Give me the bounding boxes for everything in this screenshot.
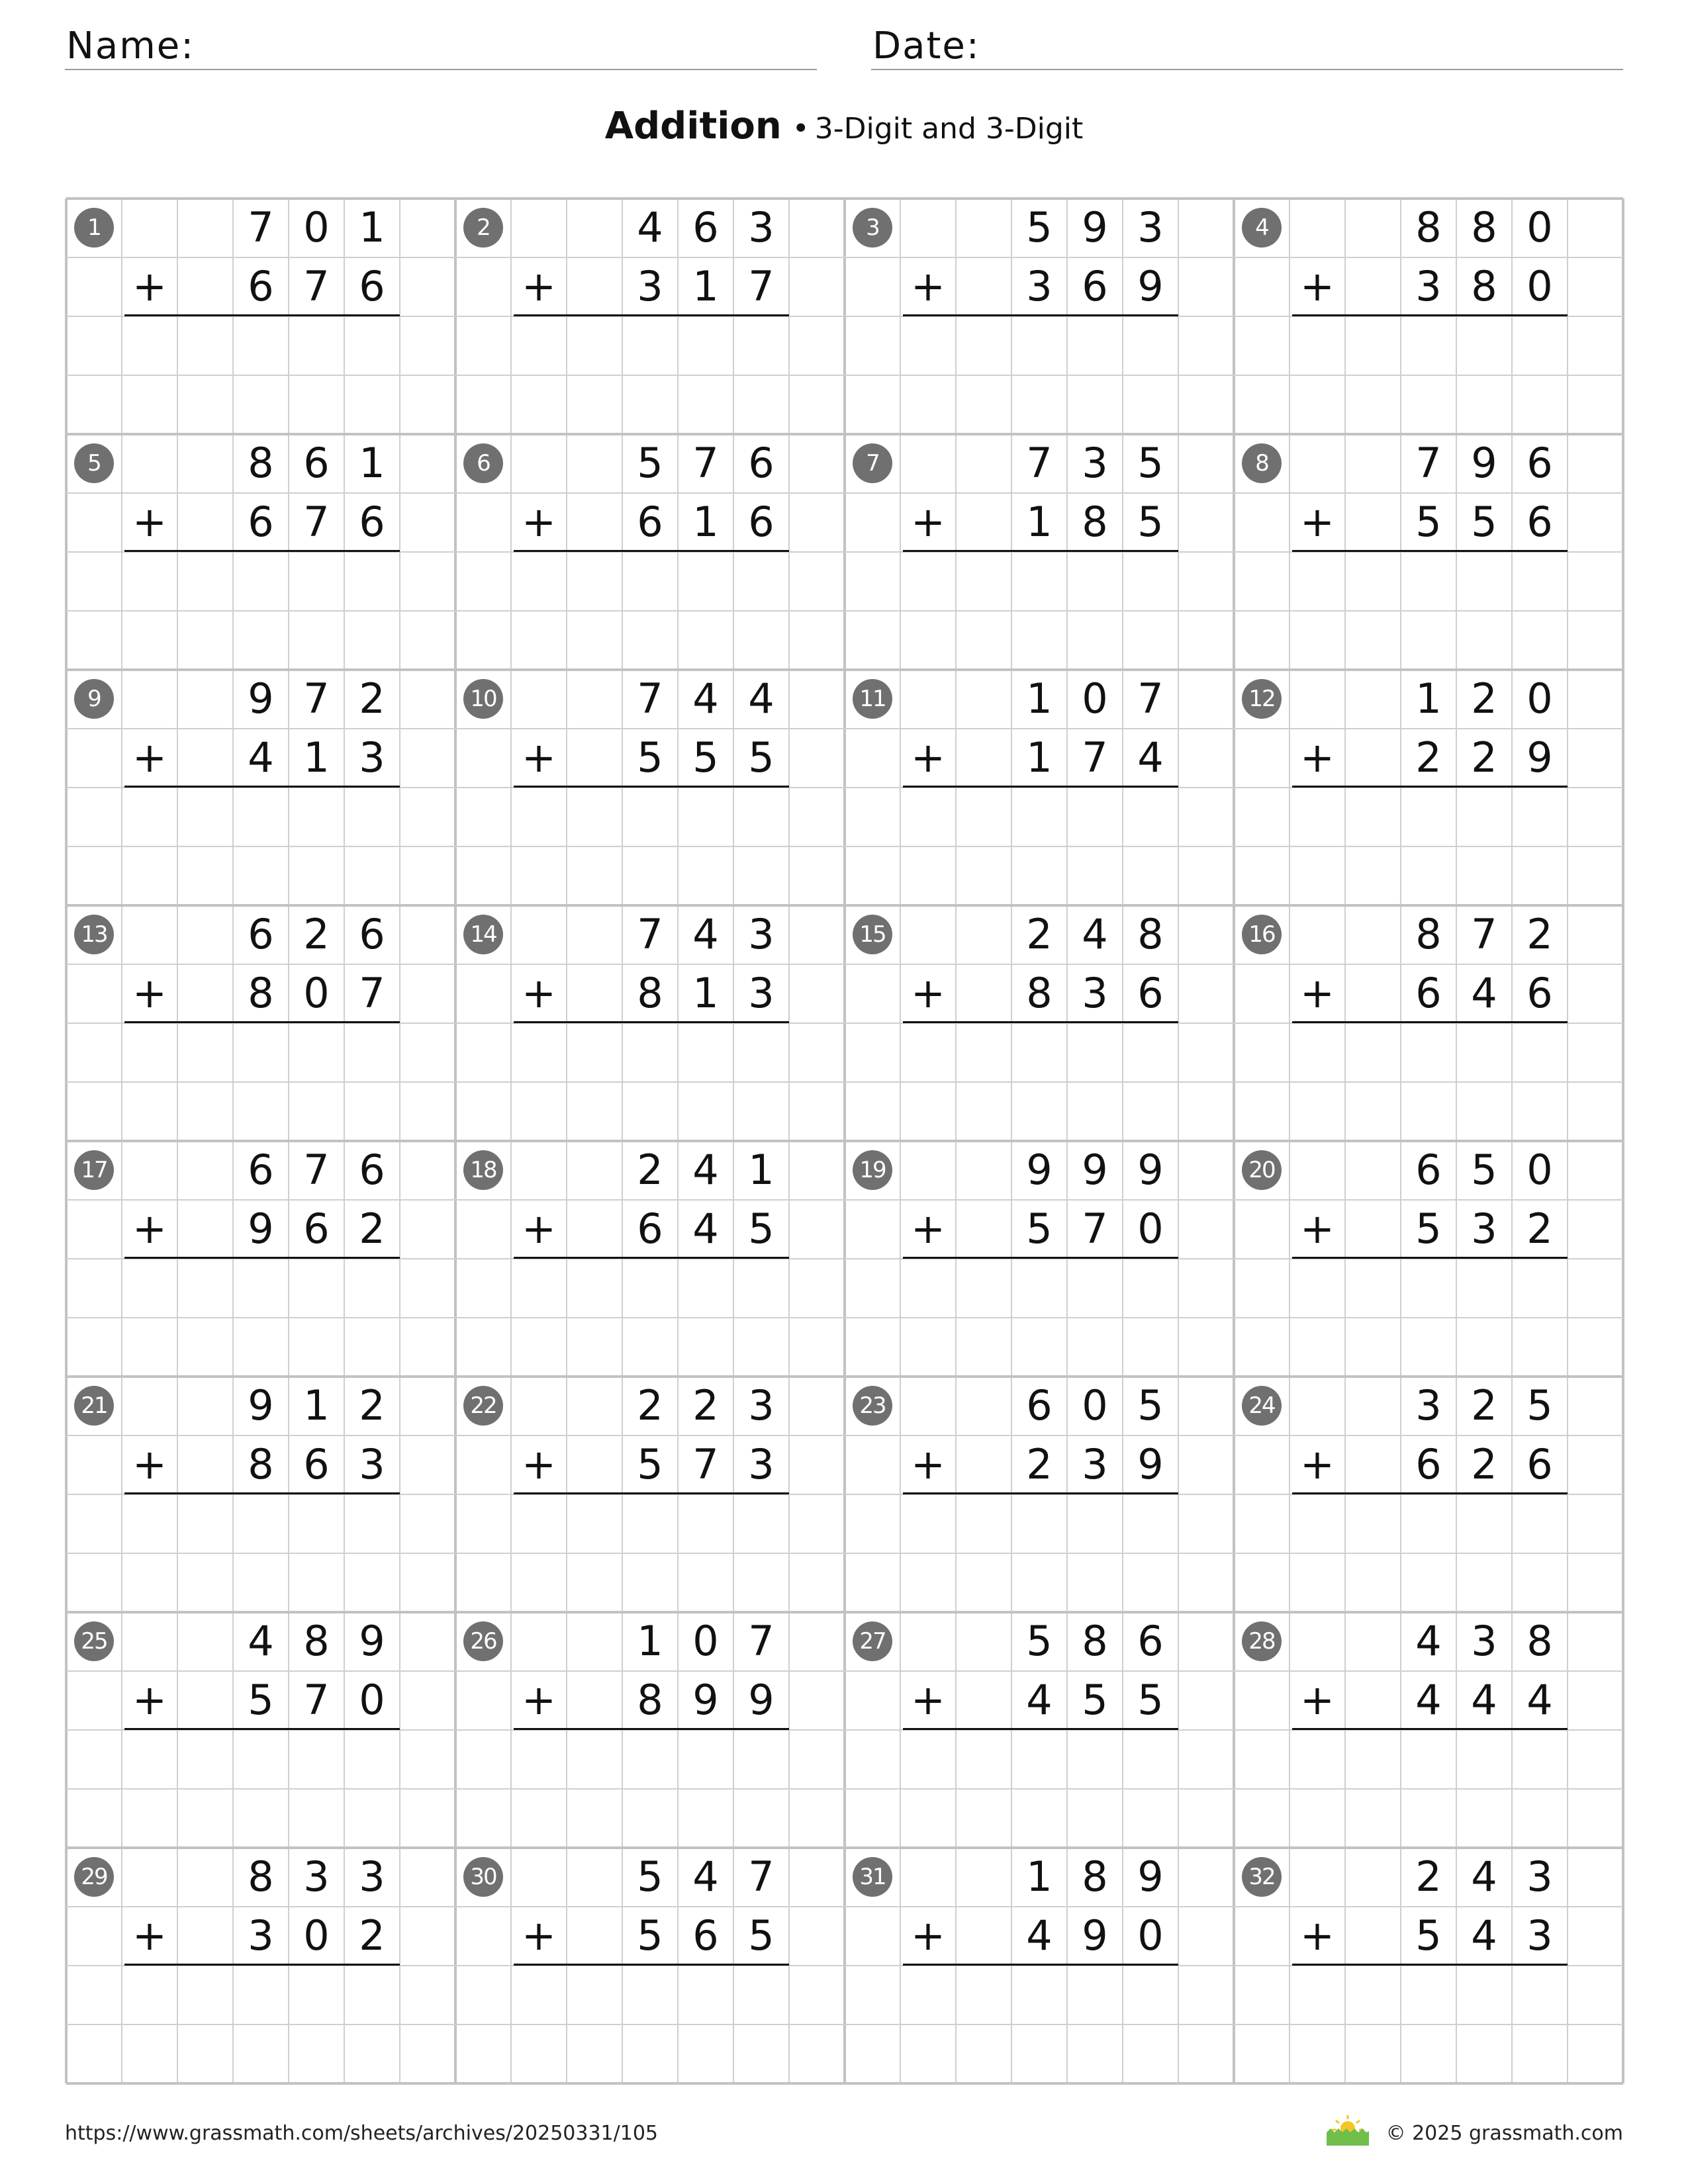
problem-number-badge: 17: [74, 1150, 114, 1190]
bottom-digit: 8: [248, 1440, 274, 1488]
top-digit: 4: [748, 674, 774, 723]
bottom-digit: 6: [1082, 262, 1108, 310]
bottom-digit: 3: [1471, 1205, 1497, 1253]
answer-area[interactable]: [900, 1966, 1178, 2083]
answer-area[interactable]: [1289, 1023, 1568, 1141]
top-digit: 9: [1471, 439, 1497, 487]
bottom-digit: 4: [1471, 1676, 1497, 1724]
top-digit: 3: [1137, 203, 1164, 251]
bottom-digit: 3: [637, 262, 663, 310]
bottom-digit: 1: [1026, 498, 1053, 546]
top-digit: 9: [1137, 1852, 1164, 1901]
plus-sign: +: [132, 498, 167, 546]
answer-area[interactable]: [900, 1259, 1178, 1377]
bottom-digit: 6: [303, 1440, 330, 1488]
top-digit: 9: [359, 1617, 385, 1665]
top-digit: 7: [637, 674, 663, 723]
bottom-digit: 0: [359, 1676, 385, 1724]
problem-number-badge: 2: [463, 208, 503, 248]
plus-sign: +: [1300, 1676, 1335, 1724]
answer-area[interactable]: [122, 1494, 400, 1612]
bottom-digit: 5: [1415, 498, 1442, 546]
plus-sign: +: [1300, 498, 1335, 546]
bottom-digit: 3: [1082, 1440, 1108, 1488]
top-digit: 5: [1526, 1381, 1553, 1430]
plus-sign: +: [522, 262, 556, 310]
problem-number-badge: 32: [1242, 1857, 1282, 1897]
title-subtitle: 3-Digit and 3-Digit: [814, 112, 1084, 146]
plus-sign: +: [522, 1440, 556, 1488]
bottom-digit: 6: [248, 498, 274, 546]
bottom-digit: 7: [359, 969, 385, 1017]
plus-sign: +: [132, 1676, 167, 1724]
top-digit: 1: [359, 439, 385, 487]
bottom-digit: 3: [1082, 969, 1108, 1017]
top-digit: 7: [637, 910, 663, 958]
bottom-digit: 5: [1137, 1676, 1164, 1724]
top-digit: 4: [248, 1617, 274, 1665]
bottom-digit: 9: [1082, 1911, 1108, 1960]
top-digit: 4: [692, 1852, 719, 1901]
top-digit: 4: [1471, 1852, 1497, 1901]
top-digit: 7: [1026, 439, 1053, 487]
bottom-digit: 8: [1082, 498, 1108, 546]
bottom-digit: 0: [1137, 1911, 1164, 1960]
top-digit: 5: [1137, 439, 1164, 487]
bottom-digit: 3: [359, 733, 385, 782]
top-digit: 2: [1026, 910, 1053, 958]
problem-number-badge: 10: [463, 679, 503, 719]
problem-number-badge: 14: [463, 915, 503, 954]
top-digit: 0: [1082, 1381, 1108, 1430]
sun-over-grass-icon: [1324, 2113, 1372, 2147]
problem-number-badge: 21: [74, 1386, 114, 1426]
top-digit: 6: [1415, 1146, 1442, 1194]
bottom-digit: 6: [248, 262, 274, 310]
top-digit: 7: [248, 203, 274, 251]
bottom-digit: 3: [1415, 262, 1442, 310]
top-digit: 9: [248, 1381, 274, 1430]
top-digit: 0: [1526, 674, 1553, 723]
problem-number-badge: 27: [853, 1621, 892, 1661]
problem-number-badge: 19: [853, 1150, 892, 1190]
bottom-digit: 1: [303, 733, 330, 782]
answer-area[interactable]: [511, 788, 789, 905]
top-digit: 4: [692, 910, 719, 958]
bottom-digit: 5: [1415, 1911, 1442, 1960]
answer-area[interactable]: [900, 1494, 1178, 1612]
plus-sign: +: [911, 1676, 945, 1724]
top-digit: 6: [692, 203, 719, 251]
bottom-digit: 5: [1471, 498, 1497, 546]
plus-sign: +: [132, 1205, 167, 1253]
answer-area[interactable]: [900, 1023, 1178, 1141]
top-digit: 2: [637, 1381, 663, 1430]
problem-number-badge: 18: [463, 1150, 503, 1190]
top-digit: 6: [248, 1146, 274, 1194]
answer-area[interactable]: [511, 1259, 789, 1377]
top-digit: 2: [303, 910, 330, 958]
problem-number-badge: 12: [1242, 679, 1282, 719]
top-digit: 8: [303, 1617, 330, 1665]
top-digit: 3: [303, 1852, 330, 1901]
top-digit: 8: [248, 439, 274, 487]
problem-number-badge: 1: [74, 208, 114, 248]
top-digit: 7: [692, 439, 719, 487]
bottom-digit: 2: [1471, 1440, 1497, 1488]
plus-sign: +: [132, 969, 167, 1017]
answer-area[interactable]: [122, 552, 400, 670]
plus-sign: +: [1300, 969, 1335, 1017]
bottom-digit: 2: [1026, 1440, 1053, 1488]
answer-area[interactable]: [1289, 1966, 1568, 2083]
answer-area[interactable]: [1289, 316, 1568, 434]
title-main: Addition: [604, 105, 782, 148]
problem-number-badge: 13: [74, 915, 114, 954]
top-digit: 7: [303, 674, 330, 723]
bottom-digit: 5: [1082, 1676, 1108, 1724]
problem-number-badge: 31: [853, 1857, 892, 1897]
answer-area[interactable]: [511, 316, 789, 434]
bottom-digit: 4: [1526, 1676, 1553, 1724]
bottom-digit: 2: [1471, 733, 1497, 782]
plus-sign: +: [132, 262, 167, 310]
top-digit: 2: [359, 1381, 385, 1430]
answer-area[interactable]: [1289, 788, 1568, 905]
top-digit: 9: [1082, 1146, 1108, 1194]
problem-number-badge: 15: [853, 915, 892, 954]
top-digit: 1: [748, 1146, 774, 1194]
bottom-digit: 5: [248, 1676, 274, 1724]
bottom-digit: 8: [248, 969, 274, 1017]
title-separator: •: [792, 112, 810, 146]
problem-number-badge: 24: [1242, 1386, 1282, 1426]
bottom-digit: 2: [1415, 733, 1442, 782]
top-digit: 8: [248, 1852, 274, 1901]
footer-copyright: © 2025 grassmath.com: [1385, 2122, 1623, 2145]
bottom-digit: 6: [748, 498, 774, 546]
bottom-digit: 1: [692, 969, 719, 1017]
bottom-digit: 5: [637, 1440, 663, 1488]
top-digit: 6: [303, 439, 330, 487]
bottom-digit: 5: [748, 1205, 774, 1253]
plus-sign: +: [911, 733, 945, 782]
bottom-digit: 9: [692, 1676, 719, 1724]
answer-area[interactable]: [511, 1966, 789, 2083]
top-digit: 3: [1526, 1852, 1553, 1901]
top-digit: 0: [303, 203, 330, 251]
problem-number-badge: 7: [853, 443, 892, 483]
bottom-digit: 9: [248, 1205, 274, 1253]
problem-number-badge: 26: [463, 1621, 503, 1661]
bottom-digit: 9: [1137, 262, 1164, 310]
top-digit: 4: [692, 674, 719, 723]
top-digit: 6: [748, 439, 774, 487]
answer-area[interactable]: [122, 1730, 400, 1848]
bottom-digit: 5: [637, 1911, 663, 1960]
top-digit: 5: [637, 439, 663, 487]
bottom-digit: 6: [1526, 498, 1553, 546]
problem-number-badge: 8: [1242, 443, 1282, 483]
top-digit: 3: [1415, 1381, 1442, 1430]
plus-sign: +: [911, 262, 945, 310]
problem-number-badge: 9: [74, 679, 114, 719]
answer-area[interactable]: [122, 1259, 400, 1377]
bottom-digit: 7: [303, 1676, 330, 1724]
answer-area[interactable]: [511, 1730, 789, 1848]
plus-sign: +: [1300, 1205, 1335, 1253]
top-digit: 9: [248, 674, 274, 723]
plus-sign: +: [911, 1911, 945, 1960]
answer-area[interactable]: [1289, 552, 1568, 670]
problem-number-badge: 20: [1242, 1150, 1282, 1190]
bottom-digit: 9: [1526, 733, 1553, 782]
top-digit: 8: [1471, 203, 1497, 251]
top-digit: 7: [748, 1617, 774, 1665]
top-digit: 4: [1082, 910, 1108, 958]
top-digit: 9: [1137, 1146, 1164, 1194]
answer-area[interactable]: [122, 316, 400, 434]
answer-area[interactable]: [1289, 1259, 1568, 1377]
top-digit: 6: [359, 910, 385, 958]
top-digit: 7: [748, 1852, 774, 1901]
top-digit: 2: [692, 1381, 719, 1430]
top-digit: 0: [692, 1617, 719, 1665]
top-digit: 3: [748, 1381, 774, 1430]
bottom-digit: 8: [1471, 262, 1497, 310]
top-digit: 3: [748, 910, 774, 958]
answer-area[interactable]: [511, 552, 789, 670]
problem-number-badge: 22: [463, 1386, 503, 1426]
bottom-digit: 8: [637, 969, 663, 1017]
bottom-digit: 5: [748, 1911, 774, 1960]
top-digit: 6: [248, 910, 274, 958]
plus-sign: +: [1300, 733, 1335, 782]
plus-sign: +: [522, 1911, 556, 1960]
problem-number-badge: 6: [463, 443, 503, 483]
top-digit: 5: [1026, 203, 1053, 251]
top-digit: 1: [303, 1381, 330, 1430]
plus-sign: +: [1300, 262, 1335, 310]
plus-sign: +: [522, 1205, 556, 1253]
top-digit: 3: [1471, 1617, 1497, 1665]
bottom-digit: 7: [1082, 1205, 1108, 1253]
top-digit: 4: [692, 1146, 719, 1194]
bottom-digit: 6: [303, 1205, 330, 1253]
bottom-digit: 7: [303, 498, 330, 546]
bottom-digit: 2: [1526, 1205, 1553, 1253]
top-digit: 0: [1526, 203, 1553, 251]
plus-sign: +: [522, 969, 556, 1017]
bottom-digit: 9: [748, 1676, 774, 1724]
problem-number-badge: 3: [853, 208, 892, 248]
top-digit: 4: [1415, 1617, 1442, 1665]
top-digit: 6: [1026, 1381, 1053, 1430]
bottom-digit: 6: [1526, 969, 1553, 1017]
answer-area[interactable]: [122, 1966, 400, 2083]
top-digit: 2: [1415, 1852, 1442, 1901]
bottom-digit: 5: [637, 733, 663, 782]
top-digit: 8: [1415, 203, 1442, 251]
bottom-digit: 7: [303, 262, 330, 310]
top-digit: 9: [1082, 203, 1108, 251]
problem-number-badge: 28: [1242, 1621, 1282, 1661]
bottom-digit: 4: [1471, 1911, 1497, 1960]
bottom-digit: 3: [748, 1440, 774, 1488]
bottom-digit: 6: [1137, 969, 1164, 1017]
date-label: Date:: [872, 24, 980, 68]
top-digit: 1: [637, 1617, 663, 1665]
bottom-digit: 4: [248, 733, 274, 782]
top-digit: 8: [1082, 1852, 1108, 1901]
top-digit: 2: [359, 674, 385, 723]
plus-sign: +: [1300, 1440, 1335, 1488]
top-digit: 2: [1526, 910, 1553, 958]
top-digit: 6: [1137, 1617, 1164, 1665]
answer-area[interactable]: [1289, 1730, 1568, 1848]
bottom-digit: 5: [1415, 1205, 1442, 1253]
bottom-digit: 0: [303, 969, 330, 1017]
top-digit: 8: [1415, 910, 1442, 958]
bottom-digit: 8: [1026, 969, 1053, 1017]
bottom-digit: 0: [303, 1911, 330, 1960]
top-digit: 1: [1415, 674, 1442, 723]
bottom-digit: 3: [748, 969, 774, 1017]
bottom-digit: 0: [1137, 1205, 1164, 1253]
plus-sign: +: [132, 733, 167, 782]
bottom-digit: 3: [1526, 1911, 1553, 1960]
plus-sign: +: [911, 1440, 945, 1488]
top-digit: 5: [1471, 1146, 1497, 1194]
top-digit: 8: [1137, 910, 1164, 958]
bottom-digit: 4: [1026, 1911, 1053, 1960]
top-digit: 5: [1026, 1617, 1053, 1665]
plus-sign: +: [1300, 1911, 1335, 1960]
answer-area[interactable]: [1289, 1494, 1568, 1612]
top-digit: 7: [1415, 439, 1442, 487]
answer-area[interactable]: [900, 316, 1178, 434]
bottom-digit: 4: [692, 1205, 719, 1253]
answer-area[interactable]: [900, 552, 1178, 670]
top-digit: 2: [637, 1146, 663, 1194]
top-digit: 3: [748, 203, 774, 251]
bottom-digit: 5: [1137, 498, 1164, 546]
top-digit: 5: [637, 1852, 663, 1901]
name-label: Name:: [66, 24, 195, 68]
bottom-digit: 4: [1471, 969, 1497, 1017]
plus-sign: +: [911, 498, 945, 546]
problem-number-badge: 23: [853, 1386, 892, 1426]
answer-area[interactable]: [900, 788, 1178, 905]
answer-area[interactable]: [900, 1730, 1178, 1848]
problem-number-badge: 11: [853, 679, 892, 719]
answer-area[interactable]: [122, 1023, 400, 1141]
bottom-digit: 4: [1137, 733, 1164, 782]
top-digit: 2: [1471, 674, 1497, 723]
bottom-digit: 9: [1137, 1440, 1164, 1488]
top-digit: 6: [359, 1146, 385, 1194]
problem-number-badge: 4: [1242, 208, 1282, 248]
bottom-digit: 8: [637, 1676, 663, 1724]
bottom-digit: 7: [1082, 733, 1108, 782]
bottom-digit: 7: [748, 262, 774, 310]
problem-number-badge: 16: [1242, 915, 1282, 954]
plus-sign: +: [132, 1911, 167, 1960]
bottom-digit: 6: [359, 262, 385, 310]
bottom-digit: 6: [692, 1911, 719, 1960]
bottom-digit: 4: [1415, 1676, 1442, 1724]
top-digit: 0: [1082, 674, 1108, 723]
bottom-digit: 1: [692, 262, 719, 310]
top-digit: 7: [1471, 910, 1497, 958]
bottom-digit: 6: [1526, 1440, 1553, 1488]
top-digit: 8: [1526, 1617, 1553, 1665]
bottom-digit: 4: [1026, 1676, 1053, 1724]
answer-area[interactable]: [511, 1494, 789, 1612]
problem-number-badge: 5: [74, 443, 114, 483]
plus-sign: +: [522, 498, 556, 546]
top-digit: 3: [1082, 439, 1108, 487]
bottom-digit: 6: [637, 1205, 663, 1253]
top-digit: 1: [1026, 674, 1053, 723]
bottom-digit: 0: [1526, 262, 1553, 310]
bottom-digit: 6: [359, 498, 385, 546]
plus-sign: +: [522, 733, 556, 782]
bottom-digit: 6: [1415, 1440, 1442, 1488]
top-digit: 3: [359, 1852, 385, 1901]
problem-number-badge: 29: [74, 1857, 114, 1897]
plus-sign: +: [522, 1676, 556, 1724]
answer-area[interactable]: [122, 788, 400, 905]
top-digit: 6: [1526, 439, 1553, 487]
plus-sign: +: [911, 1205, 945, 1253]
top-digit: 7: [1137, 674, 1164, 723]
top-digit: 1: [1026, 1852, 1053, 1901]
bottom-digit: 5: [1026, 1205, 1053, 1253]
top-digit: 1: [359, 203, 385, 251]
answer-area[interactable]: [511, 1023, 789, 1141]
bottom-digit: 2: [359, 1205, 385, 1253]
bottom-digit: 6: [1415, 969, 1442, 1017]
bottom-digit: 5: [748, 733, 774, 782]
bottom-digit: 3: [248, 1911, 274, 1960]
top-digit: 0: [1526, 1146, 1553, 1194]
bottom-digit: 3: [1026, 262, 1053, 310]
top-digit: 7: [303, 1146, 330, 1194]
problem-number-badge: 30: [463, 1857, 503, 1897]
bottom-digit: 3: [359, 1440, 385, 1488]
plus-sign: +: [132, 1440, 167, 1488]
top-digit: 8: [1082, 1617, 1108, 1665]
top-digit: 4: [637, 203, 663, 251]
bottom-digit: 7: [692, 1440, 719, 1488]
top-digit: 2: [1471, 1381, 1497, 1430]
top-digit: 9: [1026, 1146, 1053, 1194]
top-digit: 5: [1137, 1381, 1164, 1430]
bottom-digit: 1: [692, 498, 719, 546]
plus-sign: +: [911, 969, 945, 1017]
bottom-digit: 1: [1026, 733, 1053, 782]
bottom-digit: 5: [692, 733, 719, 782]
problem-number-badge: 25: [74, 1621, 114, 1661]
bottom-digit: 2: [359, 1911, 385, 1960]
bottom-digit: 6: [637, 498, 663, 546]
footer-url: https://www.grassmath.com/sheets/archives/20250331/105: [65, 2122, 659, 2145]
